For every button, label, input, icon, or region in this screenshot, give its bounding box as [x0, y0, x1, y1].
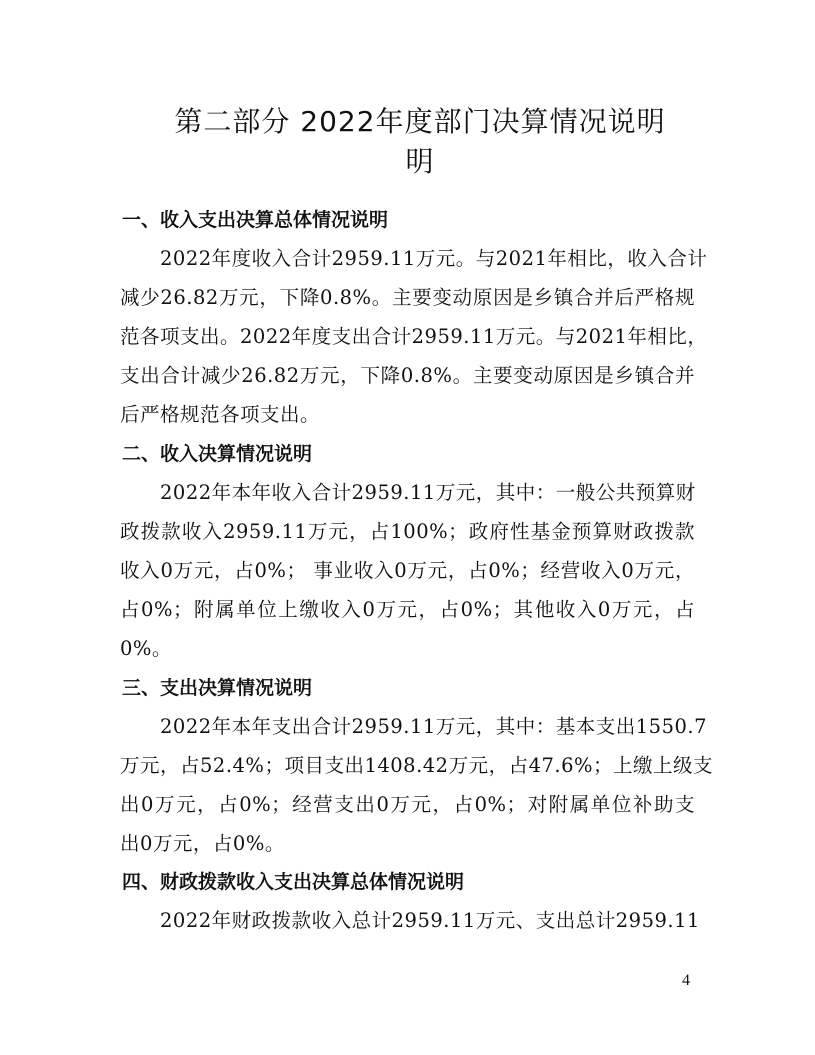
paragraph-line: 范各项支出。2022年度支出合计2959.11万元。与2021年相比，	[120, 325, 708, 348]
paragraph-line: 0%。	[120, 637, 172, 660]
paragraph-line: 2022年本年支出合计2959.11万元，其中：基本支出1550.7	[160, 715, 707, 738]
page-number: 4	[682, 972, 690, 989]
paragraph-line: 政拨款收入2959.11万元，占100%；政府性基金预算财政拨款	[120, 520, 695, 543]
paragraph-line: 出0万元，占0%；经营支出0万元，占0%；对附属单位补助支	[120, 793, 695, 816]
section-heading-4: 四、财政拨款收入支出决算总体情况说明	[122, 871, 465, 893]
paragraph-line: 2022年财政拨款收入总计2959.11万元、支出总计2959.11	[160, 909, 700, 932]
section-heading-2: 二、收入决算情况说明	[122, 443, 313, 465]
paragraph-line: 收入0万元，占0%； 事业收入0万元，占0%；经营收入0万元，	[120, 559, 695, 582]
page-title-continuation: 明	[405, 145, 435, 178]
paragraph-line: 支出合计减少26.82万元，下降0.8%。主要变动原因是乡镇合并	[120, 364, 695, 387]
paragraph-line: 万元，占52.4%；项目支出1408.42万元，占47.6%；上缴上级支	[120, 754, 714, 777]
paragraph-line: 后严格规范各项支出。	[120, 403, 321, 426]
paragraph-line: 减少26.82万元，下降0.8%。主要变动原因是乡镇合并后严格规	[120, 286, 695, 309]
paragraph-line: 出0万元，占0%。	[120, 832, 285, 855]
paragraph-line: 占0%；附属单位上缴收入0万元，占0%；其他收入0万元，占	[120, 598, 695, 621]
section-heading-3: 三、支出决算情况说明	[122, 677, 313, 699]
paragraph-line: 2022年本年收入合计2959.11万元，其中：一般公共预算财	[160, 481, 696, 504]
section-heading-1: 一、收入支出决算总体情况说明	[122, 209, 389, 231]
page-title: 第二部分 2022年度部门决算情况说明	[174, 105, 666, 138]
paragraph-line: 2022年度收入合计2959.11万元。与2021年相比，收入合计	[160, 247, 708, 270]
